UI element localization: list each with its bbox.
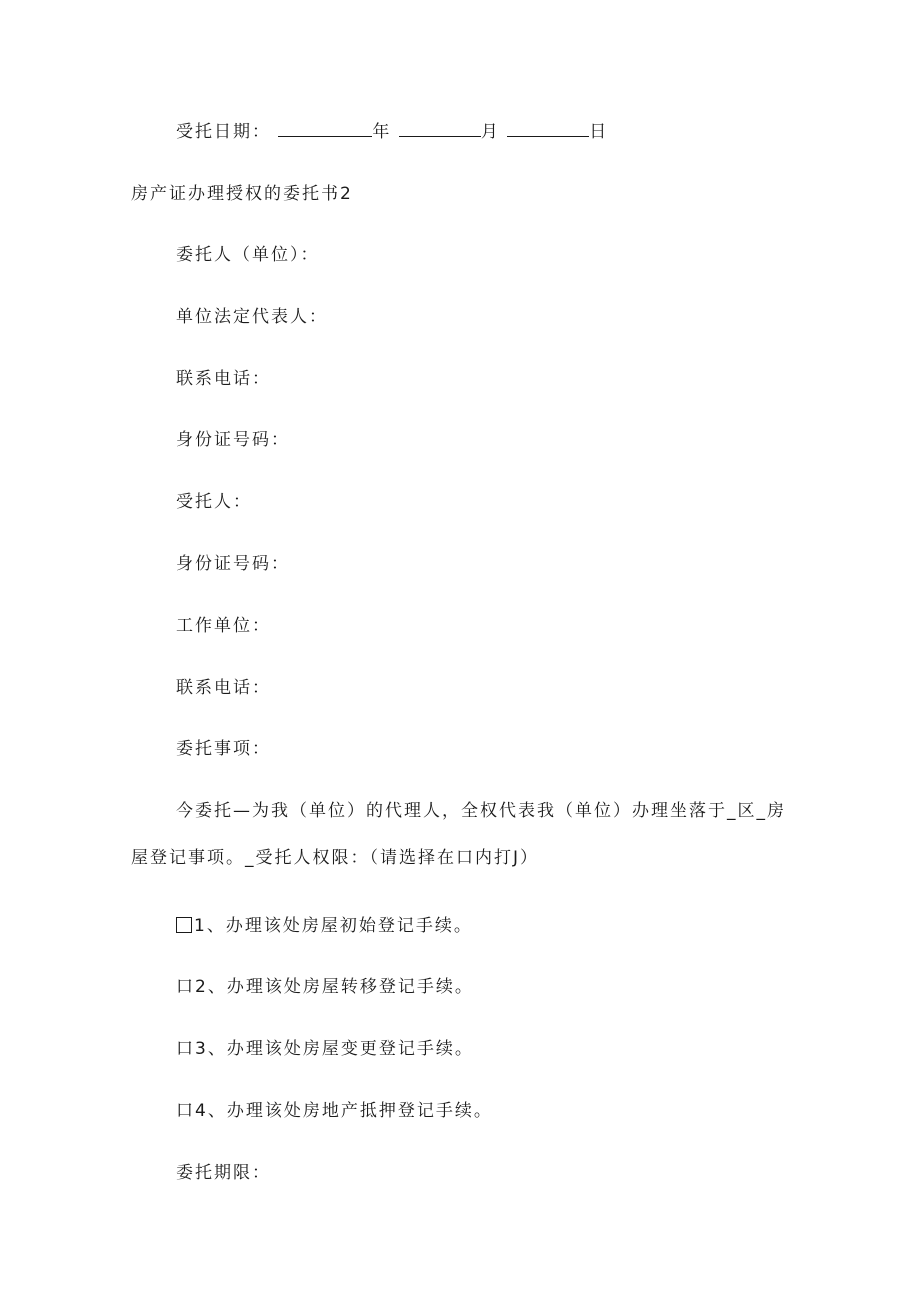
option-3-text: 3、办理该处房屋变更登记手续。 [195, 1039, 474, 1059]
month-label: 月 [480, 122, 500, 142]
legal-rep-label: 单位法定代表人： [176, 307, 328, 327]
option-4-marker[interactable]: 口 [176, 1101, 195, 1121]
option-1-text: 1、办理该处房屋初始登记手续。 [194, 916, 473, 936]
work-unit-label: 工作单位： [176, 616, 271, 636]
day-blank[interactable] [507, 120, 589, 137]
option-1[interactable] [176, 915, 473, 937]
principal-label: 委托人（单位）： [176, 245, 320, 265]
option-2-text: 2、办理该处房屋转移登记手续。 [195, 977, 474, 997]
principal-phone-label: 联系电话： [176, 369, 271, 389]
option-4-text: 4、办理该处房地产抵押登记手续。 [195, 1101, 493, 1121]
option-2-marker[interactable]: 口 [176, 977, 195, 997]
agent-phone-label: 联系电话： [176, 678, 271, 698]
entrust-date-line [176, 120, 608, 143]
agent-id-label: 身份证号码： [176, 554, 290, 574]
checkbox-icon[interactable] [176, 917, 192, 933]
agent-label: 受托人： [176, 492, 252, 512]
year-blank[interactable] [278, 120, 372, 137]
month-blank[interactable] [399, 120, 481, 137]
matters-label: 委托事项： [176, 739, 271, 759]
day-label: 日 [589, 122, 609, 142]
entrust-date-label: 受托日期： [176, 122, 271, 142]
term-label: 委托期限： [176, 1163, 271, 1183]
principal-id-label: 身份证号码： [176, 430, 290, 450]
authorization-paragraph-line-1: 今委托—为我（单位）的代理人，全权代表我（单位）办理坐落于_区_房 [176, 801, 786, 821]
year-label: 年 [372, 122, 392, 142]
option-4[interactable] [176, 1100, 493, 1122]
option-2[interactable] [176, 976, 474, 998]
section-title: 房产证办理授权的委托书2 [131, 184, 353, 204]
option-3[interactable] [176, 1038, 474, 1060]
authorization-paragraph-line-2: 屋登记事项。_受托人权限：（请选择在口内打J） [131, 848, 540, 868]
option-3-marker[interactable]: 口 [176, 1039, 195, 1059]
